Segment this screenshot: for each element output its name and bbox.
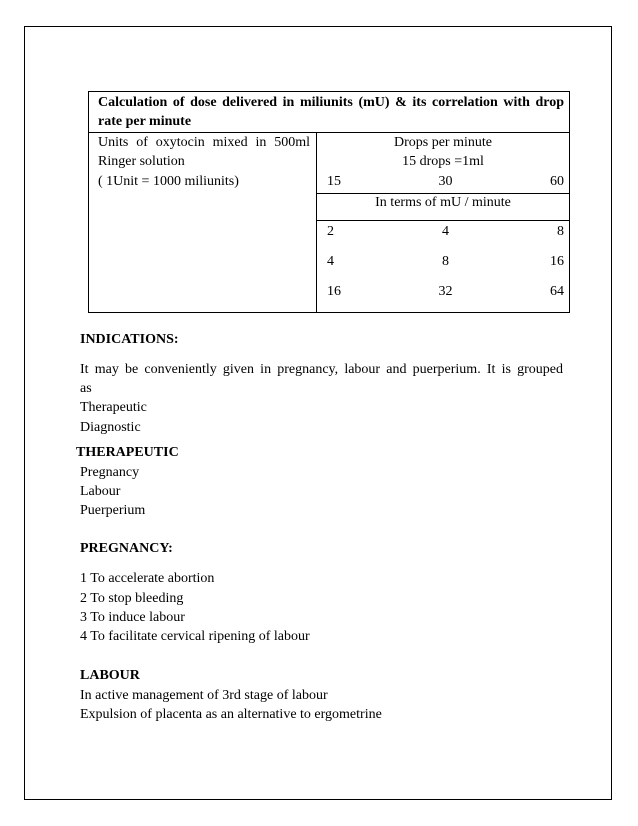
left-header-line2: Ringer solution xyxy=(98,154,185,169)
mu-title: In terms of mU / minute xyxy=(375,195,511,210)
table-caption-line1: Calculation of dose delivered in miliunits (mU) & its correlation with drop xyxy=(98,95,564,110)
labour-item: Expulsion of placenta as an alternative to ergometrine xyxy=(80,707,382,722)
indications-paragraph-line1: It may be conveniently given in pregnancy, labour and puerperium. It is grouped xyxy=(80,362,563,377)
drop-values-row xyxy=(327,172,564,192)
table-cell: 8 xyxy=(557,224,564,239)
pregnancy-heading: PREGNANCY: xyxy=(80,541,173,556)
table-header-divider xyxy=(316,220,570,221)
table-cell: 4 xyxy=(442,224,449,239)
table-cell: 16 xyxy=(327,284,341,299)
left-header-line3: ( 1Unit = 1000 miliunits) xyxy=(98,174,239,189)
therapeutic-item: Labour xyxy=(80,484,121,499)
drop-value: 15 xyxy=(327,174,341,189)
indications-item: Therapeutic xyxy=(80,400,147,415)
therapeutic-item: Puerperium xyxy=(80,503,146,518)
table-row xyxy=(327,222,564,242)
table-column-divider xyxy=(316,132,317,313)
pregnancy-item: 4 To facilitate cervical ripening of labour xyxy=(80,629,310,644)
table-cell: 4 xyxy=(327,254,334,269)
labour-item: In active management of 3rd stage of labour xyxy=(80,688,328,703)
therapeutic-item: Pregnancy xyxy=(80,465,140,480)
table-cell: 8 xyxy=(442,254,449,269)
labour-heading: LABOUR xyxy=(80,668,140,683)
indications-heading: INDICATIONS: xyxy=(80,332,179,347)
left-header-line1: Units of oxytocin mixed in 500ml xyxy=(98,135,310,150)
table-caption-line2: rate per minute xyxy=(98,114,192,129)
indications-item: Diagnostic xyxy=(80,420,141,435)
table-row xyxy=(327,252,564,272)
drop-value: 60 xyxy=(550,174,564,189)
table-cell: 64 xyxy=(550,284,564,299)
table-cell: 32 xyxy=(438,284,453,299)
table-cell: 16 xyxy=(550,254,564,269)
drop-value: 30 xyxy=(438,174,453,189)
indications-paragraph-line2: as xyxy=(80,381,92,396)
pregnancy-item: 2 To stop bleeding xyxy=(80,591,184,606)
drops-rate: 15 drops =1ml xyxy=(402,154,484,169)
table-row xyxy=(327,282,564,302)
pregnancy-item: 1 To accelerate abortion xyxy=(80,571,215,586)
drops-title: Drops per minute xyxy=(394,135,492,150)
therapeutic-heading: THERAPEUTIC xyxy=(76,445,179,460)
table-cell: 2 xyxy=(327,224,334,239)
pregnancy-item: 3 To induce labour xyxy=(80,610,185,625)
